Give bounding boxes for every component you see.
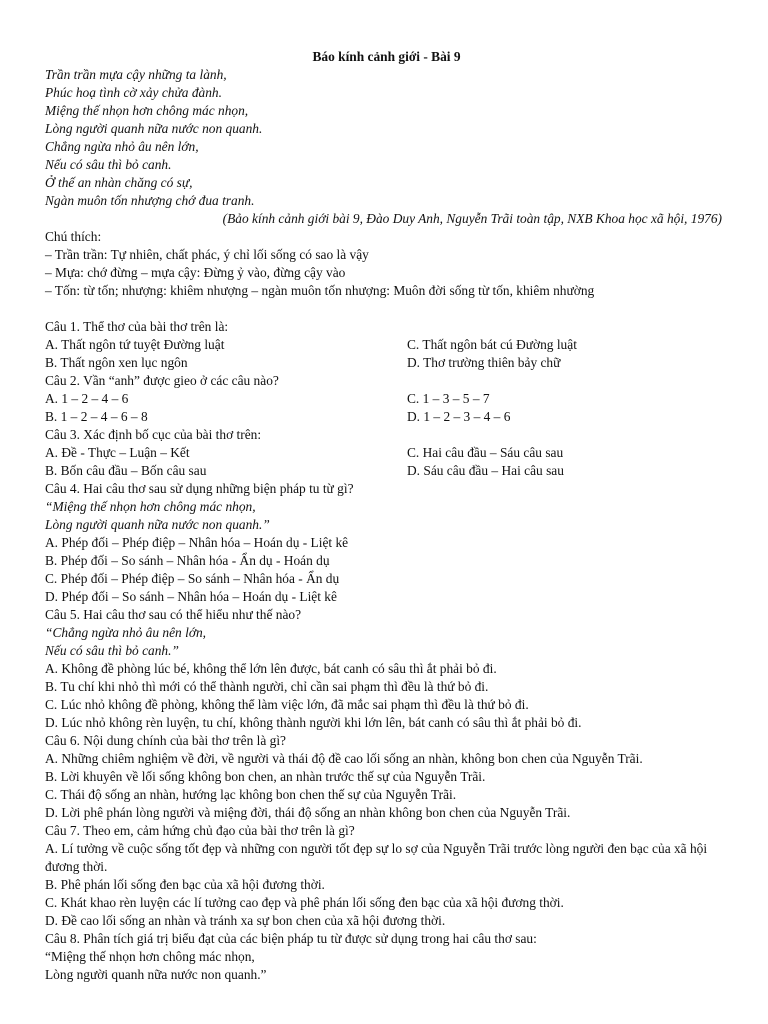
poem-line: Phúc hoạ tình cờ xảy chửa đành. xyxy=(45,85,222,100)
option-a: A. 1 – 2 – 4 – 6 xyxy=(45,391,129,406)
spacer xyxy=(45,300,728,318)
poem-line: Ở thế an nhàn chăng có sự, xyxy=(45,175,193,190)
option-c: C. Hai câu đầu – Sáu câu sau xyxy=(407,445,564,460)
option-a: A. Thất ngôn tứ tuyệt Đường luật xyxy=(45,337,225,352)
option-b: B. Bốn câu đầu – Bốn câu sau xyxy=(45,463,207,478)
poem xyxy=(45,66,728,210)
option-b: B. Phê phán lối sống đen bạc của xã hội đương thời. xyxy=(45,877,325,892)
options-row xyxy=(45,462,728,480)
options-row xyxy=(45,336,728,354)
question-text: Câu 7. Theo em, cảm hứng chủ đạo của bài thơ trên là gì? xyxy=(45,823,355,838)
question-quote: Lòng người quanh nữa nước non quanh.” xyxy=(45,517,270,532)
question-5 xyxy=(45,606,728,732)
question-text: Câu 6. Nội dung chính của bài thơ trên là gì? xyxy=(45,733,286,748)
option-c: C. 1 – 3 – 5 – 7 xyxy=(407,391,490,406)
option-a: A. Đề - Thực – Luận – Kết xyxy=(45,445,190,460)
poem-source: (Bảo kính cảnh giới bài 9, Đào Duy Anh, Nguyễn Trãi toàn tập, NXB Khoa học xã hội, 1976) xyxy=(222,211,722,226)
notes-heading: Chú thích: xyxy=(45,229,102,244)
option-b: B. Lời khuyên về lối sống không bon chen, an nhàn trước thế sự của Nguyễn Trãi. xyxy=(45,769,486,784)
question-quote: “Miệng thế nhọn hơn chông mác nhọn, xyxy=(45,499,256,514)
option-b: B. Thất ngôn xen lục ngôn xyxy=(45,355,188,370)
question-quote: “Chẳng ngừa nhỏ âu nên lớn, xyxy=(45,625,207,640)
poem-line: Miệng thế nhọn hơn chông mác nhọn, xyxy=(45,103,249,118)
option-d: D. 1 – 2 – 3 – 4 – 6 xyxy=(407,409,511,424)
question-6 xyxy=(45,732,728,822)
question-text: Câu 8. Phân tích giá trị biểu đạt của các biện pháp tu từ được sử dụng trong hai câu thơ sau: xyxy=(45,931,537,946)
options-row xyxy=(45,390,728,408)
question-7 xyxy=(45,822,728,930)
option-a: A. Phép đối – Phép điệp – Nhân hóa – Hoán dụ - Liệt kê xyxy=(45,535,349,550)
option-b: B. 1 – 2 – 4 – 6 – 8 xyxy=(45,409,148,424)
option-a: A. Lí tưởng về cuộc sống tốt đẹp và những con người tốt đẹp sự lo sợ của Nguyễn Trãi trước lòng người đen bạc của xã hội đương thời. xyxy=(45,841,708,874)
question-text: Câu 1. Thể thơ của bài thơ trên là: xyxy=(45,319,229,334)
option-d: D. Phép đối – So sánh – Nhân hóa – Hoán dụ - Liệt kê xyxy=(45,589,337,604)
question-text: Câu 5. Hai câu thơ sau có thể hiểu như thế nào? xyxy=(45,607,302,622)
option-c: C. Thất ngôn bát cú Đường luật xyxy=(407,337,577,352)
question-2 xyxy=(45,372,728,426)
question-text: Câu 3. Xác định bố cục của bài thơ trên: xyxy=(45,427,262,442)
option-c: C. Khát khao rèn luyện các lí tưởng cao đẹp và phê phán lối sống đen bạc của xã hội đương thời. xyxy=(45,895,564,910)
option-a: A. Những chiêm nghiệm về đời, về người và thái độ đề cao lối sống an nhàn, không bon chen của Nguyễn Trãi. xyxy=(45,751,643,766)
option-d: D. Lời phê phán lòng người và miệng đời, thái độ sống an nhàn không bon chen của Nguyễn Trãi. xyxy=(45,805,571,820)
option-d: D. Sáu câu đầu – Hai câu sau xyxy=(407,463,564,478)
note-item: – Trần trần: Tự nhiên, chất phác, ý chỉ lối sống có sao là vậy xyxy=(45,247,369,262)
question-text: Câu 4. Hai câu thơ sau sử dụng những biện pháp tu từ gì? xyxy=(45,481,354,496)
option-b: B. Tu chí khi nhỏ thì mới có thể thành người, chỉ cần sai phạm thì đều là thứ bỏ đi. xyxy=(45,679,489,694)
option-c: C. Lúc nhỏ không đề phòng, không thể làm việc lớn, đã mắc sai phạm thì đều là thứ bỏ đi. xyxy=(45,697,529,712)
document-title: Báo kính cảnh giới - Bài 9 xyxy=(312,49,461,64)
question-8 xyxy=(45,930,728,984)
poem-line: Chẳng ngừa nhỏ âu nên lớn, xyxy=(45,139,199,154)
question-1 xyxy=(45,318,728,372)
poem-line: Trần trần mựa cậy những ta lành, xyxy=(45,67,227,82)
poem-line: Lòng người quanh nữa nước non quanh. xyxy=(45,121,263,136)
option-d: D. Thơ trường thiên bảy chữ xyxy=(407,355,561,370)
question-3 xyxy=(45,426,728,480)
option-d: D. Đề cao lối sống an nhàn và tránh xa sự bon chen của xã hội đương thời. xyxy=(45,913,446,928)
question-quote: “Miệng thế nhọn hơn chông mác nhọn, xyxy=(45,949,255,964)
note-item: – Tốn: từ tốn; nhượng: khiêm nhượng – ngàn muôn tốn nhượng: Muôn đời sống từ tốn, khiêm nhường xyxy=(45,283,595,298)
question-quote: Lòng người quanh nữa nước non quanh.” xyxy=(45,967,267,982)
poem-line: Nếu có sâu thì bỏ canh. xyxy=(45,157,172,172)
note-item: – Mựa: chớ đừng – mựa cậy: Đừng ỷ vào, đừng cậy vào xyxy=(45,265,346,280)
question-quote: Nếu có sâu thì bỏ canh.” xyxy=(45,643,179,658)
option-c: C. Thái độ sống an nhàn, hướng lạc không bon chen thế sự của Nguyễn Trãi. xyxy=(45,787,457,802)
option-b: B. Phép đối – So sánh – Nhân hóa - Ẩn dụ - Hoán dụ xyxy=(45,553,330,568)
option-c: C. Phép đối – Phép điệp – So sánh – Nhân hóa - Ẩn dụ xyxy=(45,571,340,586)
poem-line: Ngàn muôn tốn nhượng chớ đua tranh. xyxy=(45,193,255,208)
notes xyxy=(45,228,728,300)
option-a: A. Không đề phòng lúc bé, không thể lớn lên được, bát canh có sâu thì ắt phải bỏ đi. xyxy=(45,661,497,676)
question-text: Câu 2. Vần “anh” được gieo ở các câu nào? xyxy=(45,373,279,388)
options-row xyxy=(45,408,728,426)
option-d: D. Lúc nhỏ không rèn luyện, tu chí, không thành người khi lớn lên, bát canh có sâu thì ắt phải bỏ đi. xyxy=(45,715,582,730)
question-4 xyxy=(45,480,728,606)
options-row xyxy=(45,444,728,462)
options-row xyxy=(45,354,728,372)
